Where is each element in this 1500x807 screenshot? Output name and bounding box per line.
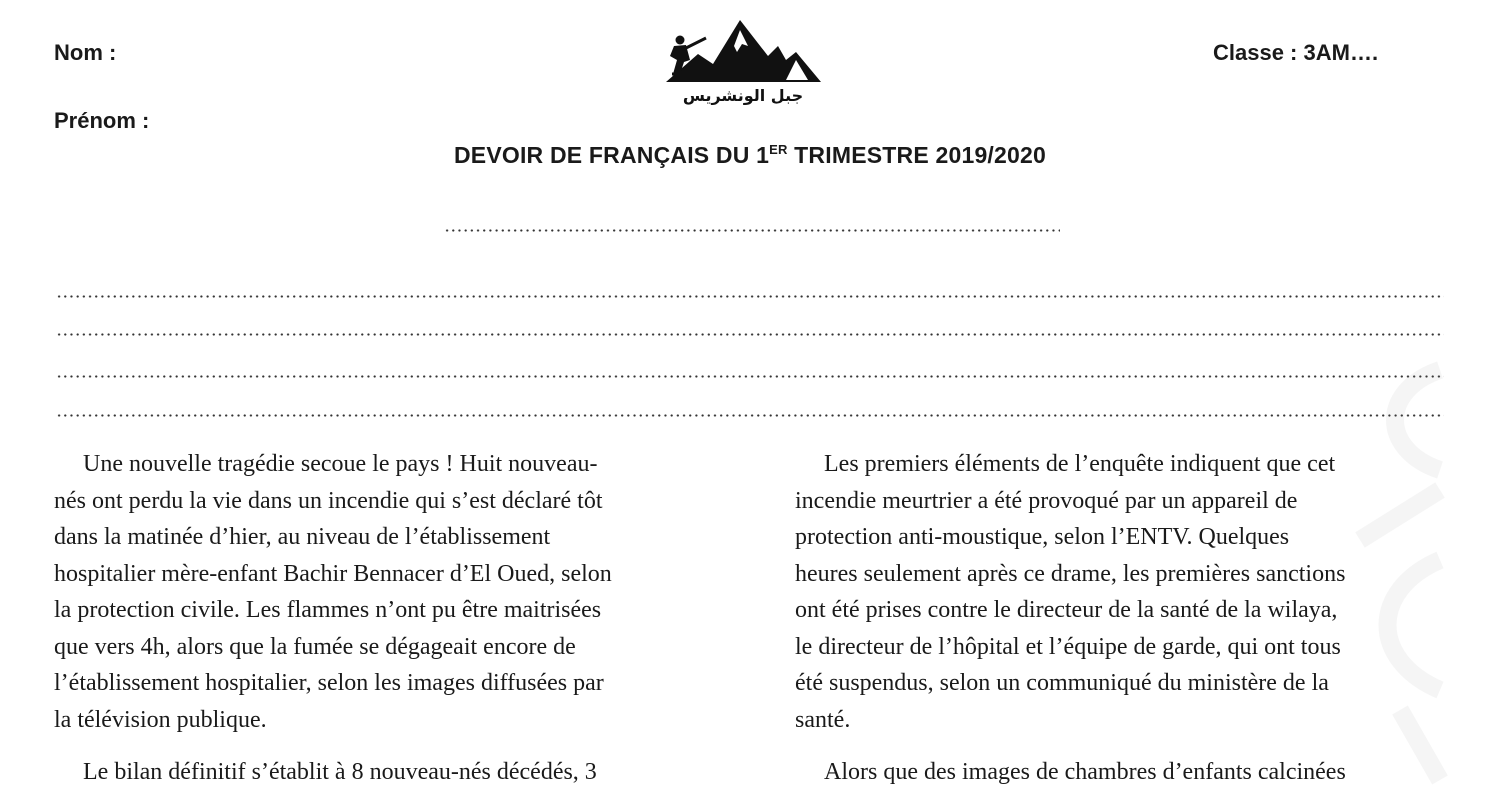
text-line: la télévision publique. — [54, 706, 267, 733]
text-line: Alors que des images de chambres d’enfants calcinées — [824, 759, 1346, 785]
text-line: hospitalier mère-enfant Bachir Bennacer d’El Oued, selon — [54, 560, 612, 587]
mountain-soldier-icon — [658, 16, 828, 86]
text-line: dans la matinée d’hier, au niveau de l’établissement — [54, 524, 551, 550]
text-line: Une nouvelle tragédie secoue le pays ! Huit nouveau- — [83, 451, 598, 477]
text-line: ont été prises contre le directeur de la santé de la wilaya, — [795, 597, 1338, 623]
text-line: le directeur de l’hôpital et l’équipe de garde, qui ont tous — [795, 633, 1341, 660]
title-main: DEVOIR DE FRANÇAIS DU 1 — [453, 142, 770, 168]
school-logo — [658, 16, 828, 112]
page-title — [0, 142, 1500, 169]
text-line: heures seulement après ce drame, les premières sanctions — [795, 560, 1346, 587]
text-line: santé. — [795, 706, 851, 733]
classe-label: Classe : 3AM…. — [1213, 40, 1379, 65]
dotted-answer-line-title[interactable] — [444, 229, 1060, 232]
text-line: été suspendus, selon un communiqué du ministère de la — [795, 670, 1329, 696]
dotted-answer-line[interactable] — [56, 414, 1444, 417]
text-line: Le bilan définitif s’établit à 8 nouveau-nés décédés, 3 — [83, 759, 597, 785]
paragraph — [54, 446, 714, 738]
nom-label: Nom : — [54, 40, 117, 65]
title-rest: TRIMESTRE 2019/2020 — [787, 142, 1046, 168]
title-superscript: ER — [769, 142, 788, 157]
paragraph — [54, 754, 714, 791]
prenom-label: Prénom : — [54, 108, 150, 133]
text-line: que vers 4h, alors que la fumée se dégageait encore de — [54, 633, 576, 660]
text-line: nés ont perdu la vie dans un incendie qui s’est déclaré tôt — [54, 487, 603, 514]
text-line: la protection civile. Les flammes n’ont pu être maitrisées — [54, 597, 602, 623]
logo-caption: جبل الونشريس — [682, 86, 804, 105]
dotted-answer-line[interactable] — [56, 375, 1444, 378]
text-line: Les premiers éléments de l’enquête indiquent que cet — [824, 451, 1336, 477]
text-line: incendie meurtrier a été provoqué par un appareil de — [795, 487, 1298, 514]
text-column-left — [54, 446, 714, 807]
dotted-answer-line[interactable] — [56, 333, 1444, 336]
text-line: protection anti-moustique, selon l’ENTV. Quelques — [795, 524, 1290, 550]
text-line: l’établissement hospitalier, selon les images diffusées par — [54, 670, 604, 696]
watermark-graphic — [1340, 360, 1460, 785]
dotted-answer-line[interactable] — [56, 295, 1444, 298]
